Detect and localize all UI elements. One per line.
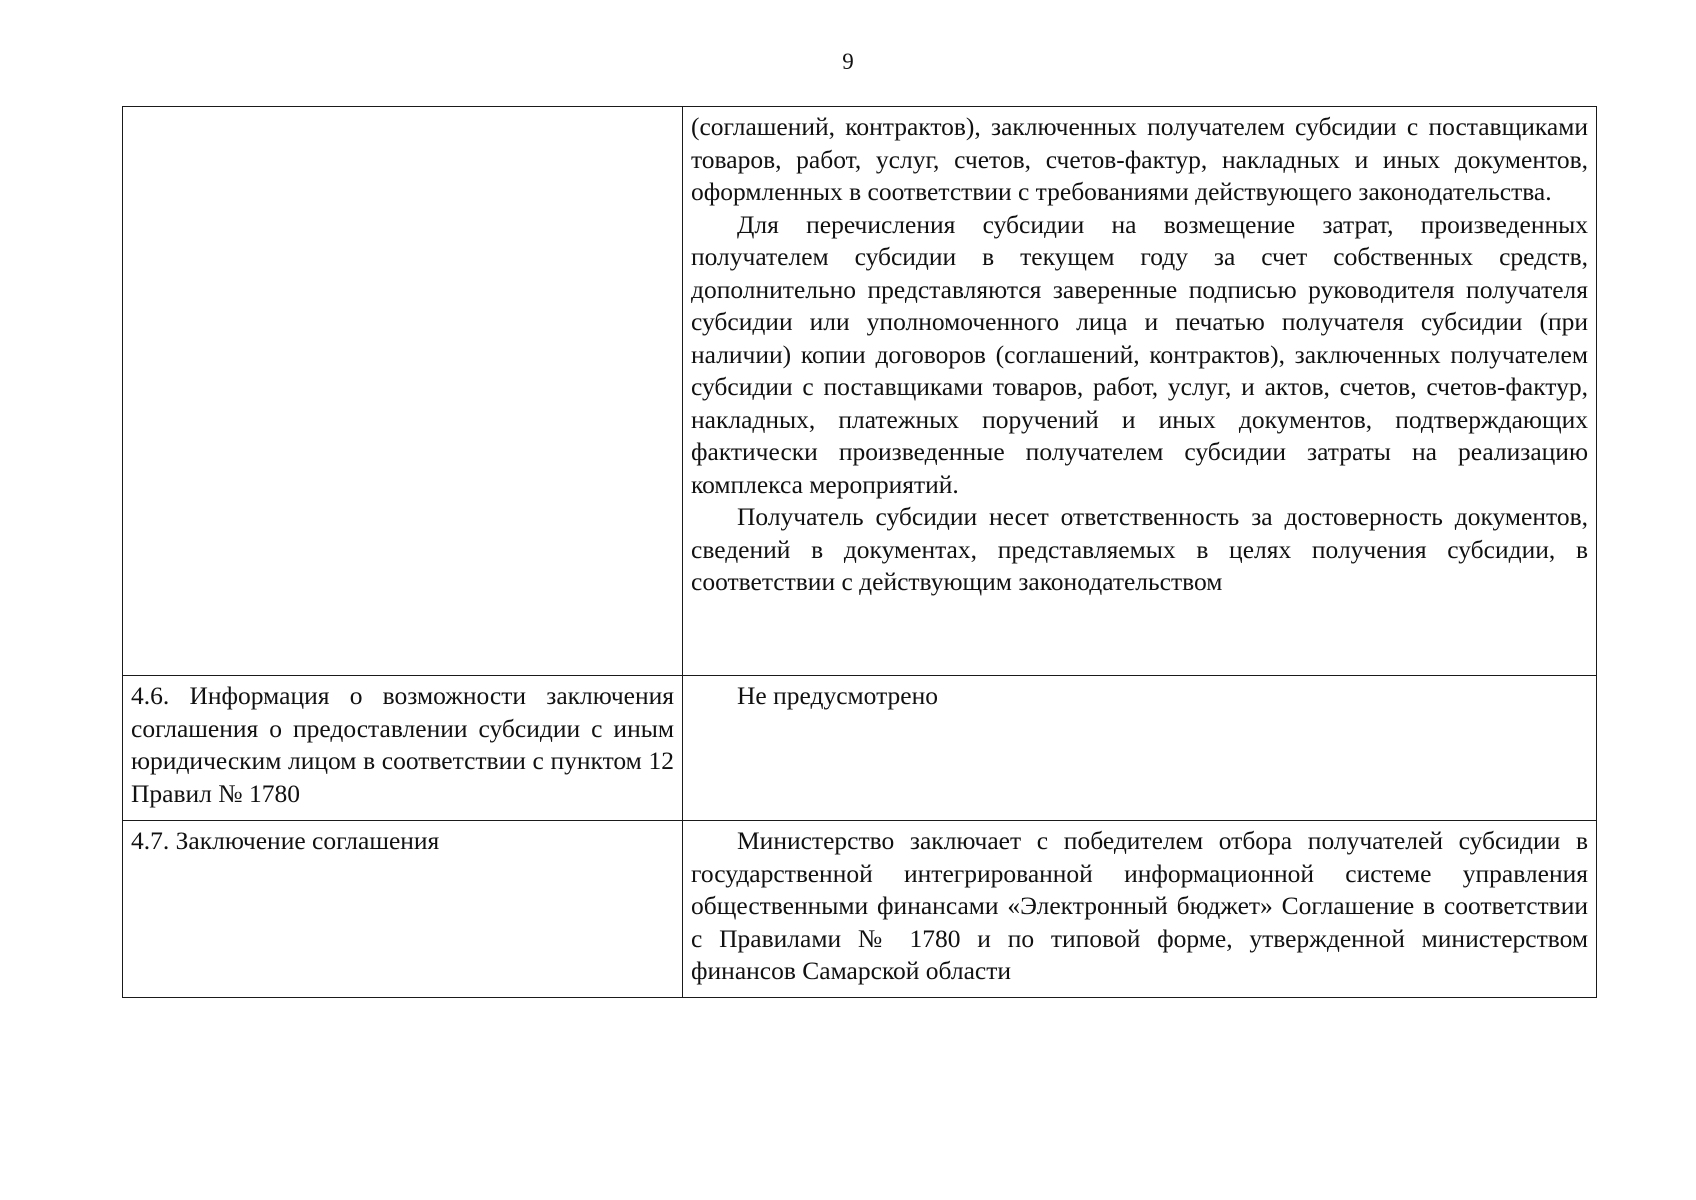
row3-right-text: Министерство заключает с победителем отбора получателей субсидии в государственной интегрированной информационной системе управления общественными финансами «Электронный бюджет» Соглашение в соответствии с Правилами № 1780 и по типовой форме, утвержденной министерством финансов Самарской области: [691, 826, 1588, 985]
row2-left-text: 4.6. Информация о возможности заключения соглашения о предоставлении субсидии с иным юридическим лицом в соответствии с пунктом 12 Правил № 1780: [131, 681, 674, 808]
row3-left-text: 4.7. Заключение соглашения: [131, 826, 440, 855]
row2-right-text: Не предусмотрено: [737, 681, 938, 710]
page-number: 9: [842, 49, 854, 74]
table-row: [123, 107, 1597, 676]
table-row: [123, 676, 1597, 821]
row3-left-cell: [123, 821, 683, 998]
document-table: [122, 106, 1597, 998]
row1-paragraph-2: Для перечисления субсидии на возмещение затрат, произведенных получателем субсидии в текущем году за счет собственных средств, дополнительно представляются заверенные подписью руководителя получателя субсидии или уполномоченного лица и печатью получателя субсидии (при наличии) копии договоров (соглашений, контрактов), заключенных получателем субсидии с поставщиками товаров, работ, услуг, и актов, счетов, счетов-фактур, накладных, платежных поручений и иных документов, подтверждающих фактически произведенные получателем субсидии затраты на реализацию комплекса мероприятий.: [691, 209, 1588, 499]
table-row: [123, 821, 1597, 998]
row1-left-cell: [123, 107, 683, 676]
row1-paragraph-3: Получатель субсидии несет ответственность за достоверность документов, сведений в документах, представляемых в целях получения субсидии, в соответствии с действующим законодательством: [691, 502, 1588, 596]
row1-right-cell: [683, 107, 1597, 676]
row2-right-cell: [683, 676, 1597, 821]
row3-right-cell: [683, 821, 1597, 998]
row1-paragraph-1: (соглашений, контрактов), заключенных получателем субсидии с поставщиками товаров, работ, услуг, счетов, счетов-фактур, накладных и иных документов, оформленных в соответствии с требованиями действующего законодательства.: [691, 112, 1588, 206]
row2-left-cell: [123, 676, 683, 821]
